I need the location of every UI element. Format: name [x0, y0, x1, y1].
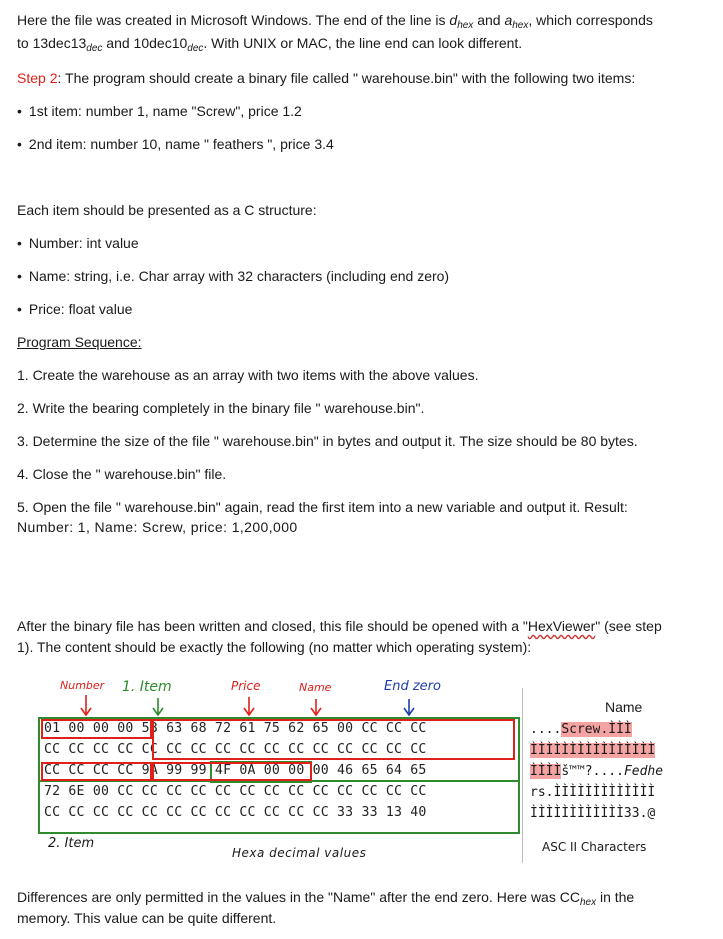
label-hex-values: Hexa decimal values: [232, 846, 367, 860]
divider: [522, 688, 523, 863]
footer-line-2: memory. This value can be quite different.: [17, 910, 277, 926]
ascii-row-2: ÌÌÌÌÌÌÌÌÌÌÌÌÌÌÌÌ: [530, 743, 656, 758]
label-end-zero: End zero: [384, 679, 441, 694]
item-2-box: [38, 782, 520, 834]
hex-row-5: CC CC CC CC CC CC CC CC CC CC CC CC 33 33 13 40: [44, 805, 427, 820]
label-name: Name: [299, 681, 332, 694]
intro-line-1: Here the file was created in Microsoft Windows. The end of the line is $d_{hex}$ and $a_{hex}$, which corresponds: [17, 12, 653, 31]
label-item-2: 2. Item: [48, 836, 95, 851]
struct-intro: Each item should be presented as a C structure:: [17, 202, 317, 218]
intro-line-2: to $13dec13_{dec}$ and $10dec10_{dec}$. With UNIX or MAC, the line end can look different.: [17, 35, 523, 54]
label-price: Price: [231, 679, 261, 693]
label-item-1: 1. Item: [122, 679, 172, 695]
after-line-2: 1). The content should be exactly the following (no matter which operating system):: [17, 639, 532, 655]
ascii-row-5: ÌÌÌÌÌÌÌÌÌÌÌÌ33.@: [530, 806, 656, 821]
footer-line-1: Differences are only permitted in the values in the "Name" after the end zero. Here was $CC_{hex}$ in the: [17, 889, 635, 908]
sequence-step-4: 4. Close the " warehouse.bin" file.: [17, 466, 227, 482]
after-line-1: After the binary file has been written and closed, this file should be opened with a "HexViewer" (see step: [17, 618, 662, 634]
price-field-box: [152, 762, 312, 781]
step2-item-1: • 1st item: number 1, name "Screw", price 1.2: [17, 101, 302, 121]
step2-item-2: • 2nd item: number 10, name " feathers ", price 3.4: [17, 134, 334, 154]
struct-item-price: • Price: float value: [17, 299, 132, 319]
hex-row-3: CC CC CC CC 9A 99 99 4F 0A 00 00 00 46 65 64 65: [44, 763, 427, 778]
sequence-result: Number: 1, Name: Screw, price: 1,200,000: [17, 519, 298, 535]
ascii-row-3: ÌÌÌÌš™™?....Fedhe: [530, 764, 664, 779]
step2-line: Step 2: The program should create a binary file called " warehouse.bin" with the following two items:: [17, 70, 636, 86]
sequence-step-5: 5. Open the file " warehouse.bin" again, read the first item into a new variable and output it. Result:: [17, 499, 628, 515]
ascii-row-4: rs.ÌÌÌÌÌÌÌÌÌÌÌÌÌ: [530, 785, 656, 800]
struct-item-number: • Number: int value: [17, 233, 139, 253]
sequence-heading: Program Sequence:: [17, 334, 142, 350]
label-ascii: ASC II Characters: [542, 840, 647, 854]
ascii-name-label: Name: [605, 699, 643, 715]
hexviewer-link[interactable]: HexViewer: [527, 618, 596, 634]
number-field-box: [41, 719, 152, 739]
name-field-box: [152, 719, 515, 760]
hex-row-4: 72 6E 00 CC CC CC CC CC CC CC CC CC CC CC CC CC: [44, 784, 427, 799]
hex-row-2: CC CC CC CC CC CC CC CC CC CC CC CC CC CC CC CC: [44, 742, 427, 757]
sequence-step-1: 1. Create the warehouse as an array with two items with the above values.: [17, 367, 479, 383]
annotation-arrows: [0, 690, 480, 720]
number-field-box-2: [41, 762, 152, 781]
step2-label: Step 2: [17, 70, 58, 86]
label-number: Number: [60, 679, 105, 692]
sequence-step-2: 2. Write the bearing completely in the binary file " warehouse.bin".: [17, 400, 425, 416]
sequence-step-3: 3. Determine the size of the file " warehouse.bin" in bytes and output it. The size should be 80 bytes.: [17, 433, 638, 449]
hex-row-1: 01 00 00 00 53 63 68 72 61 75 62 65 00 CC CC CC: [44, 721, 427, 736]
ascii-row-1: ....Screw.ÌÌÌ: [530, 722, 632, 737]
struct-item-name: • Name: string, i.e. Char array with 32 characters (including end zero): [17, 266, 449, 286]
